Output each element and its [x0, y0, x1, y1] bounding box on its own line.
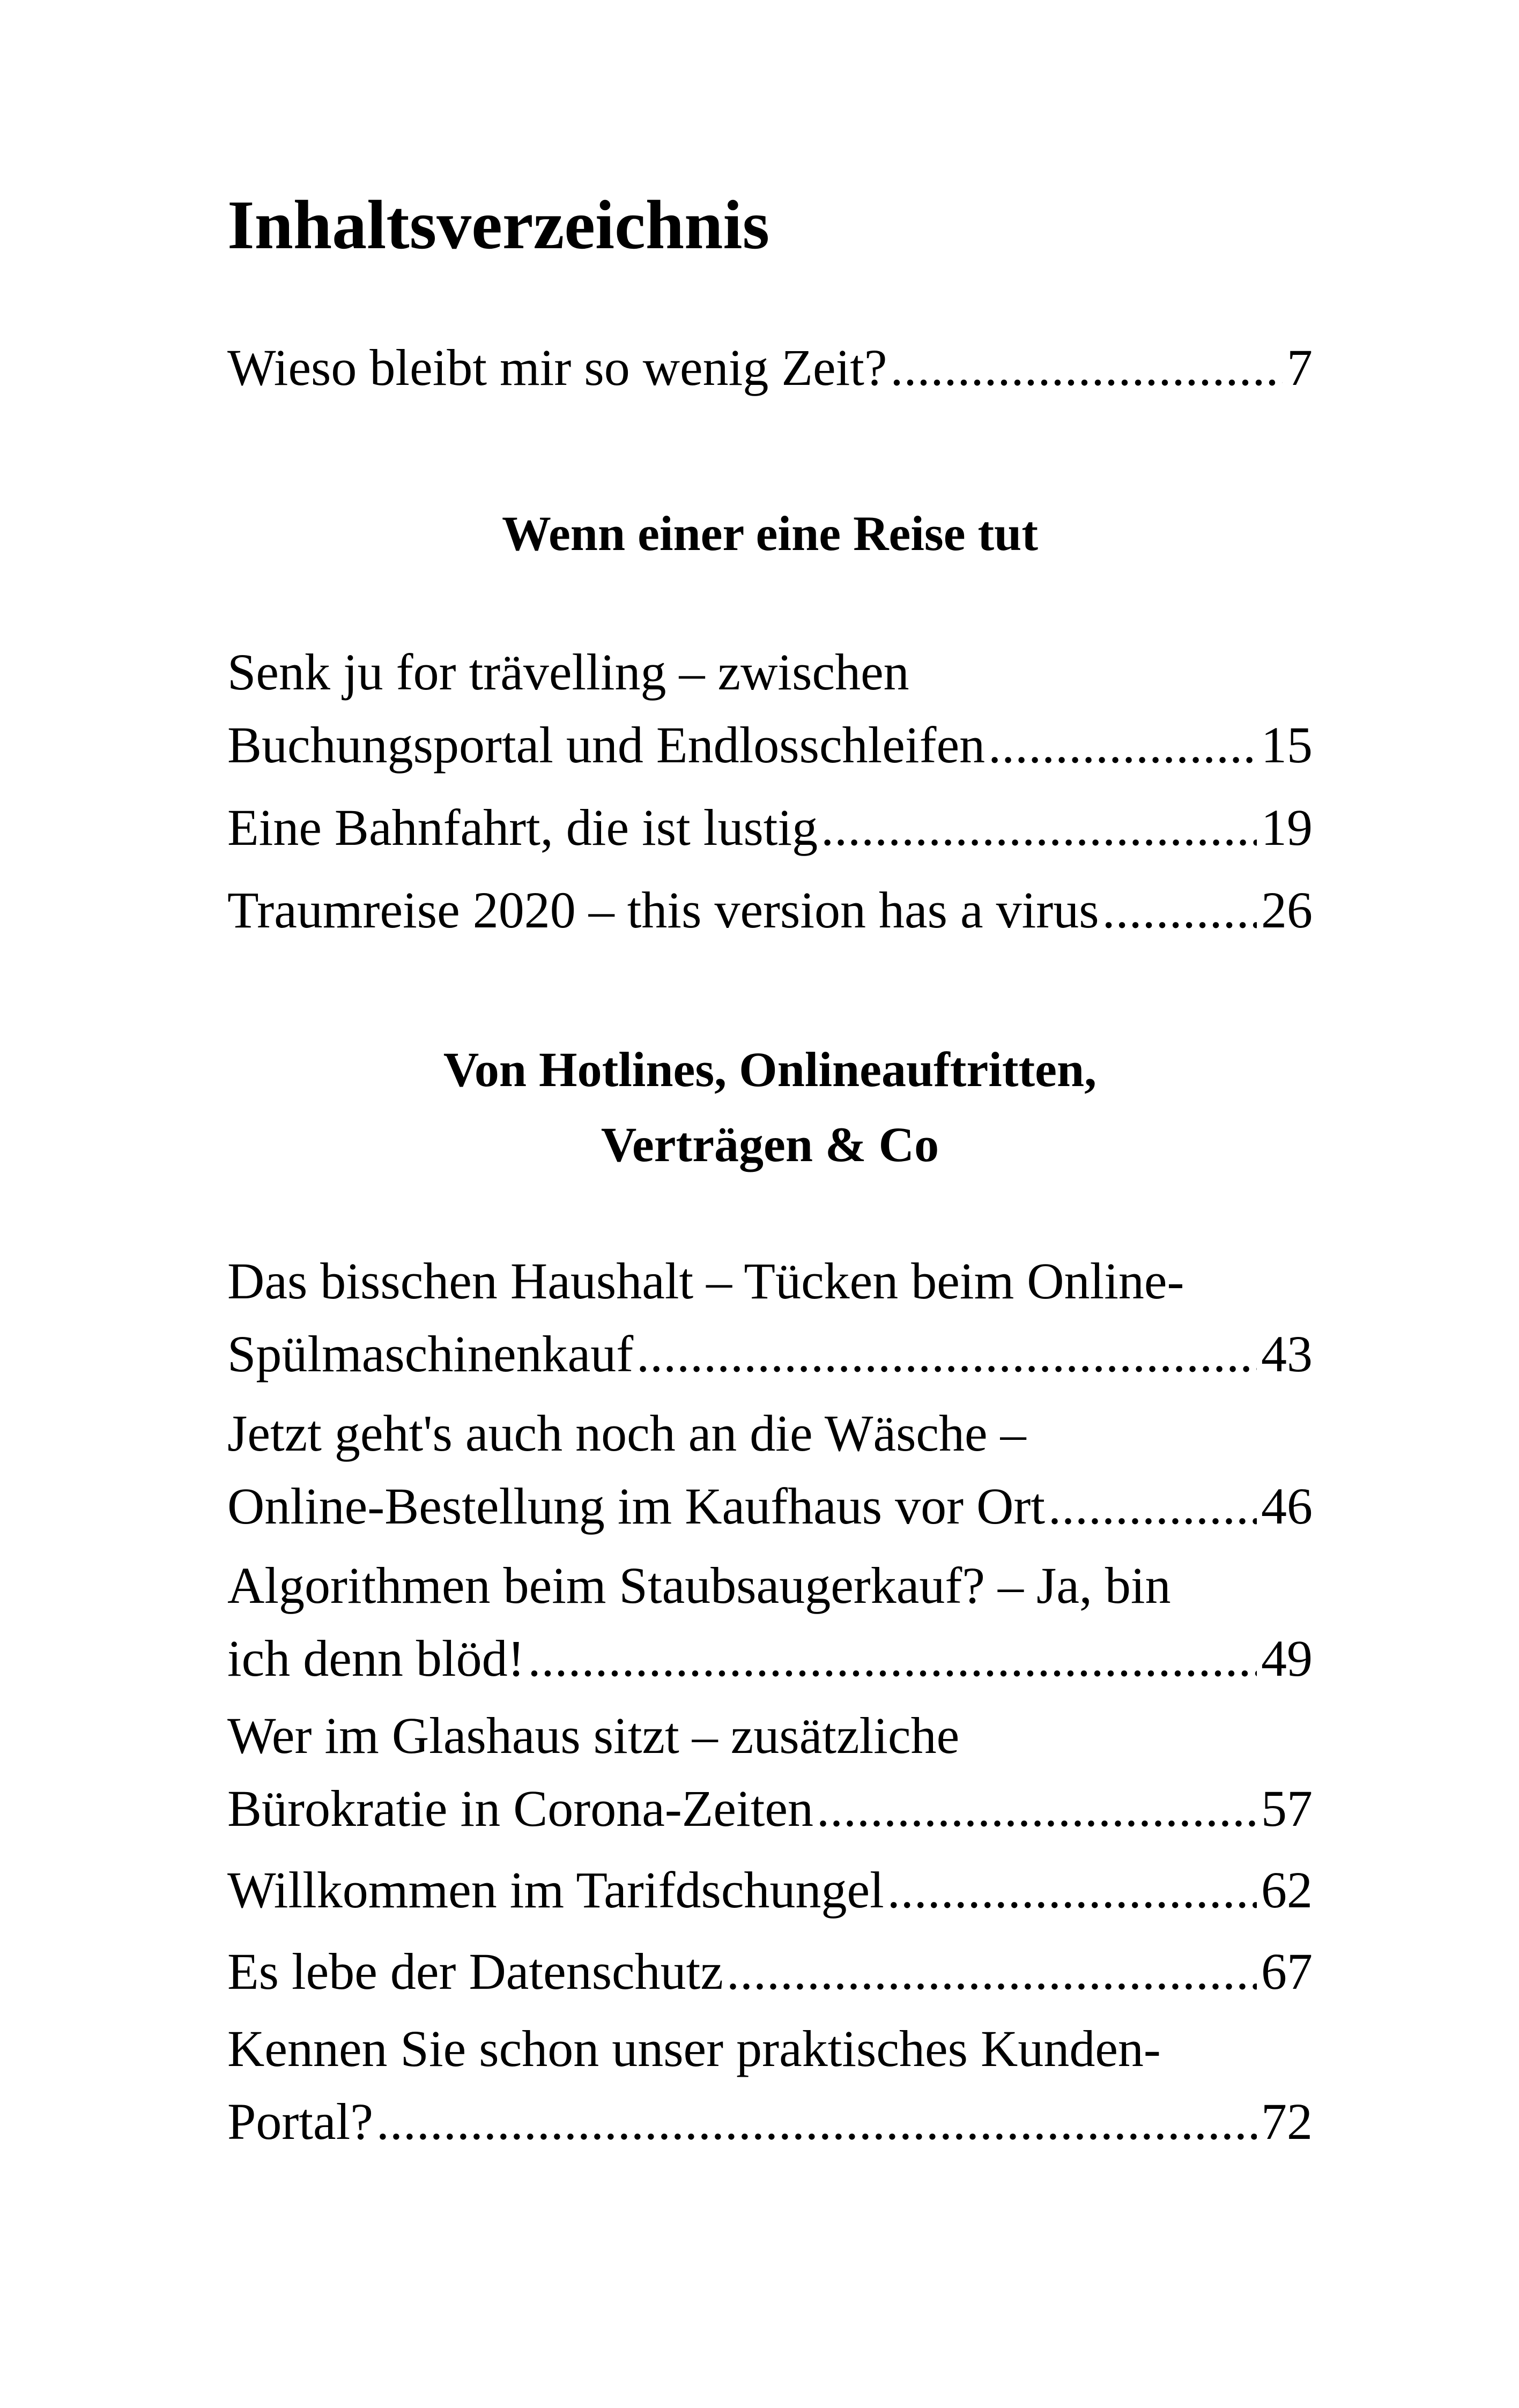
toc-entry-title: Bürokratie in Corona-Zeiten: [227, 1780, 813, 1837]
section-heading-line: Von Hotlines, Onlineauftritten,: [443, 1042, 1097, 1097]
dot-leader: [636, 1318, 1257, 1391]
toc-entry: [227, 331, 1313, 404]
dot-leader: [821, 791, 1257, 864]
toc-entry: [227, 791, 1313, 864]
toc-entry: [227, 1854, 1313, 1927]
toc-entry: [227, 874, 1313, 947]
dot-leader: [887, 1854, 1257, 1927]
toc-entry-title-line: Kennen Sie schon unser praktisches Kunden-: [227, 2020, 1161, 2077]
toc-page-number: 57: [1261, 1780, 1313, 1837]
toc-page-number: 62: [1261, 1861, 1313, 1919]
toc-entry: [227, 1245, 1313, 1391]
toc-page-number: 26: [1261, 881, 1313, 939]
toc-page-number: 49: [1261, 1630, 1313, 1687]
section-heading-line: Verträgen & Co: [601, 1117, 939, 1172]
toc-entry-title: Eine Bahnfahrt, die ist lustig: [227, 799, 818, 856]
toc-entry-title: Es lebe der Datenschutz: [227, 1943, 723, 2000]
toc-page-number: 15: [1261, 716, 1313, 774]
toc-entry-title: Spülmaschinenkauf: [227, 1325, 634, 1383]
section-heading: [227, 496, 1313, 571]
toc-entry: [227, 1549, 1313, 1695]
toc-entry-title-line: Das bisschen Haushalt – Tücken beim Online-: [227, 1252, 1184, 1310]
toc-entry-title: Traumreise 2020 – this version has a virus: [227, 881, 1099, 939]
toc-page-number: 7: [1287, 339, 1313, 396]
toc-entry-title: Online-Bestellung im Kaufhaus vor Ort: [227, 1477, 1046, 1535]
toc-page-number: 43: [1261, 1325, 1313, 1383]
dot-leader: [1048, 1470, 1257, 1543]
toc-page-number: 19: [1261, 799, 1313, 856]
toc-page-number: 72: [1261, 2093, 1313, 2150]
toc-entry-title: ich denn blöd!: [227, 1630, 525, 1687]
dot-leader: [376, 2085, 1257, 2158]
toc-entry: [227, 1397, 1313, 1543]
toc-entry: [227, 636, 1313, 782]
dot-leader: [817, 1772, 1257, 1845]
toc-entry-title: Wieso bleibt mir so wenig Zeit?: [227, 339, 887, 396]
toc-entry-title-line: Wer im Glashaus sitzt – zusätzliche: [227, 1707, 960, 1764]
page-title: Inhaltsverzeichnis: [227, 187, 770, 264]
toc-entry-title: Buchungsportal und Endlosschleifen: [227, 716, 986, 774]
toc-entry-title-line: Algorithmen beim Staubsaugerkauf? – Ja, bin: [227, 1557, 1171, 1614]
dot-leader: [528, 1622, 1257, 1695]
toc-entry-title-line: Senk ju for trävelling – zwischen: [227, 643, 909, 701]
toc-entry: [227, 1699, 1313, 1845]
dot-leader: [727, 1935, 1257, 2008]
section-heading-line: Wenn einer eine Reise tut: [502, 506, 1038, 561]
toc-entry: [227, 1935, 1313, 2008]
section-heading: [227, 1032, 1313, 1182]
dot-leader: [1102, 874, 1257, 947]
dot-leader: [891, 331, 1283, 404]
toc-entry-title: Willkommen im Tarifdschungel: [227, 1861, 884, 1919]
dot-leader: [988, 709, 1257, 782]
toc-page-number: 46: [1261, 1477, 1313, 1535]
toc-page-number: 67: [1261, 1943, 1313, 2000]
toc-entry-title: Portal?: [227, 2093, 373, 2150]
toc-entry-title-line: Jetzt geht's auch noch an die Wäsche –: [227, 1404, 1026, 1462]
toc-entry: [227, 2012, 1313, 2158]
